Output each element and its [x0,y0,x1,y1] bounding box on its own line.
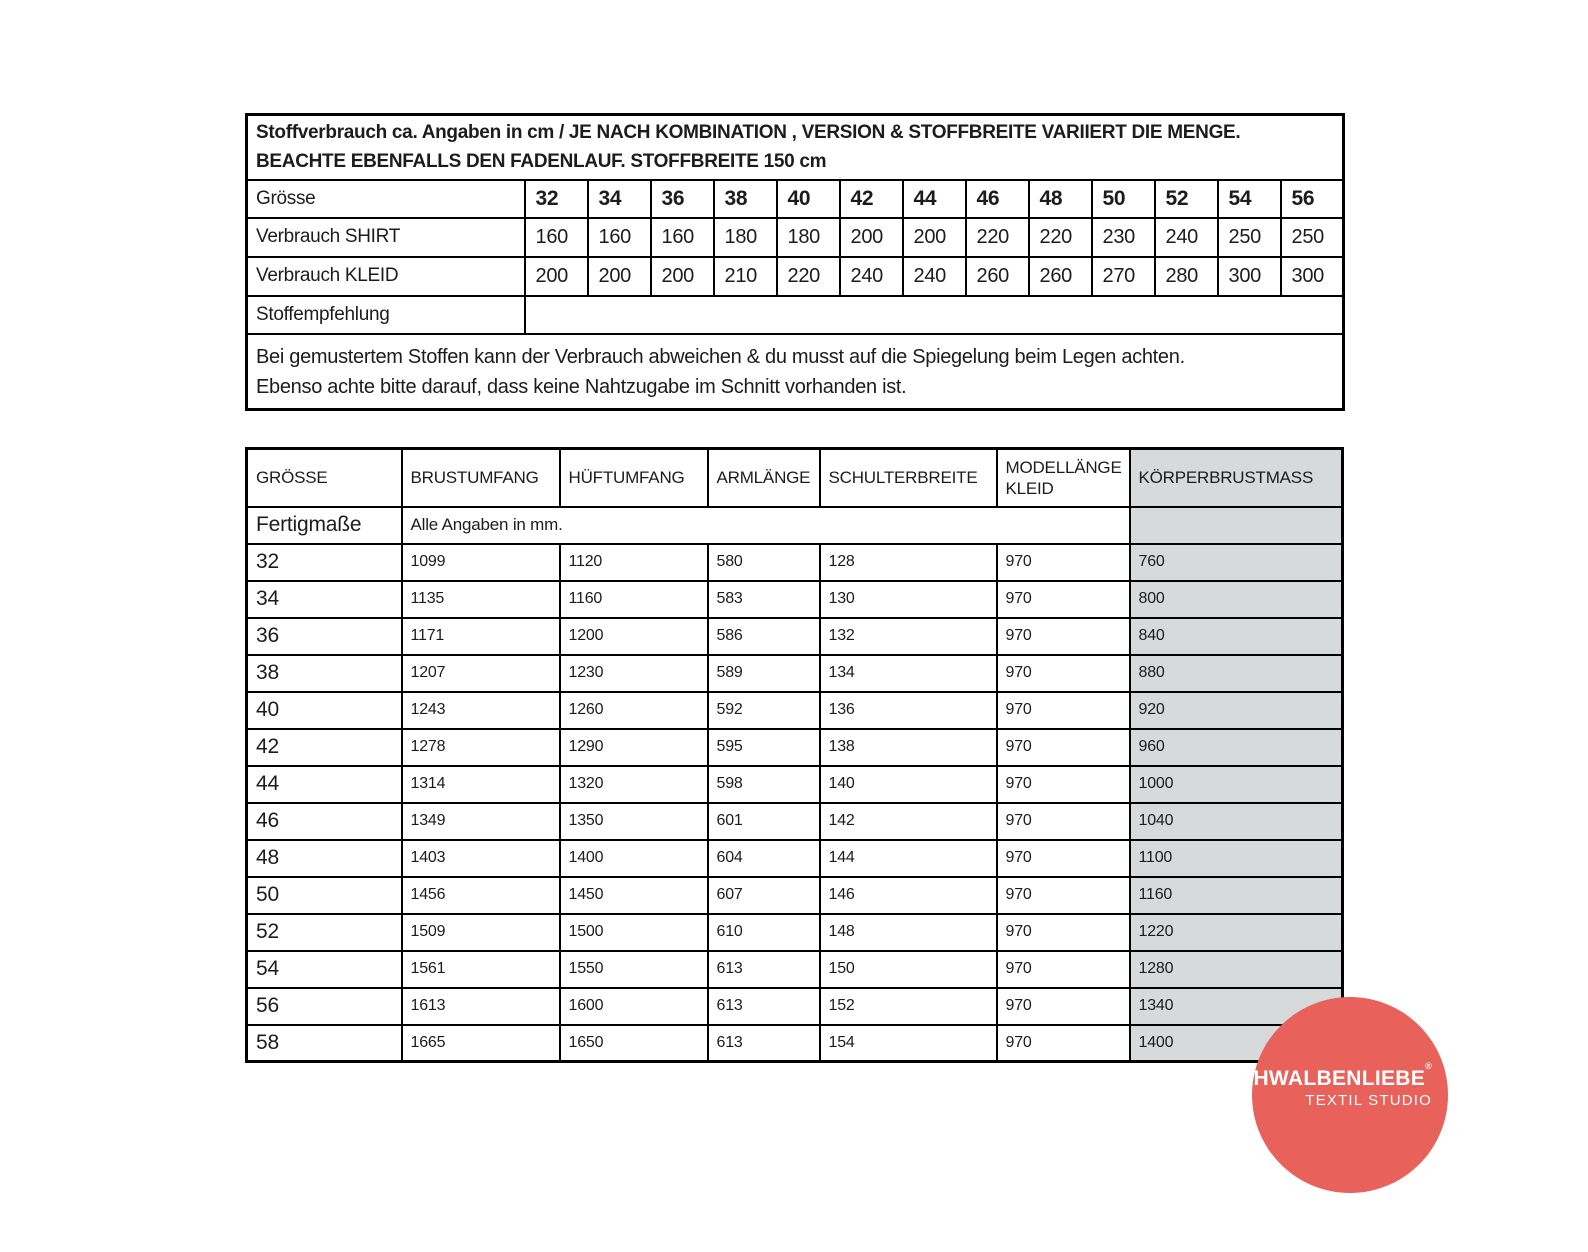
fabric-table-note [247,334,1344,410]
shirt-row-label: Verbrauch SHIRT [247,218,525,257]
measurement-value-cell: 1456 [402,877,560,914]
measurement-value-cell: 1613 [402,988,560,1025]
size-header-cell: 48 [1029,180,1092,218]
shirt-value-cell: 180 [777,218,840,257]
measurement-value-cell: 154 [820,1025,997,1062]
measurement-value-cell: 1400 [1130,1025,1343,1062]
kleid-value-cell: 270 [1092,257,1155,296]
size-header-cell: 54 [1218,180,1281,218]
brand-name-text: SCHWALBENLIEBE [1223,1067,1426,1090]
measurement-size-cell: 36 [247,618,402,655]
shirt-value-cell: 160 [651,218,714,257]
measurement-value-cell: 1314 [402,766,560,803]
fabric-note-row [247,334,1344,410]
shirt-value-cell: 220 [1029,218,1092,257]
kleid-value-cell: 200 [651,257,714,296]
measurement-value-cell: 920 [1130,692,1343,729]
measurement-value-cell: 970 [997,840,1130,877]
size-header-cell: 42 [840,180,903,218]
measurement-value-cell: 1160 [560,581,708,618]
shirt-value-cell: 160 [588,218,651,257]
measurement-size-cell: 48 [247,840,402,877]
measurement-value-cell: 1500 [560,914,708,951]
measurement-value-cell: 1171 [402,618,560,655]
measurement-value-cell: 760 [1130,544,1343,581]
measurement-value-cell: 128 [820,544,997,581]
kleid-value-cell: 300 [1281,257,1344,296]
measurements-column-header: KÖRPERBRUSTMASS [1130,449,1343,507]
size-header-cell: 32 [525,180,588,218]
kleid-value-cell: 200 [588,257,651,296]
measurement-size-cell: 32 [247,544,402,581]
size-header-cell: 56 [1281,180,1344,218]
measurement-value-cell: 1243 [402,692,560,729]
size-row-label: Grösse [247,180,525,218]
measurements-column-header: GRÖSSE [247,449,402,507]
measurements-table-row [247,951,1343,988]
shirt-value-cell: 160 [525,218,588,257]
fabric-table-title [247,115,1344,180]
measurement-value-cell: 1200 [560,618,708,655]
measurement-value-cell: 970 [997,618,1130,655]
measurement-value-cell: 142 [820,803,997,840]
fabric-note-line2: Ebenso achte bitte darauf, dass keine Nahtzugabe im Schnitt vorhanden ist. [256,375,907,398]
measurement-value-cell: 970 [997,914,1130,951]
brand-subtitle: TEXTIL STUDIO [1305,1092,1432,1109]
fabric-shirt-row [247,218,1344,257]
measurement-value-cell: 130 [820,581,997,618]
measurement-size-cell: 54 [247,951,402,988]
measurement-value-cell: 970 [997,803,1130,840]
measurement-value-cell: 970 [997,729,1130,766]
measurement-value-cell: 1450 [560,877,708,914]
fabric-note-line1: Bei gemustertem Stoffen kann der Verbrauch abweichen & du musst auf die Spiegelung beim Legen achten. [256,345,1185,368]
measurement-value-cell: 1403 [402,840,560,877]
measurement-value-cell: 1000 [1130,766,1343,803]
brand-logo [1223,997,1448,1193]
measurement-value-cell: 598 [708,766,820,803]
measurement-value-cell: 970 [997,655,1130,692]
size-header-cell: 34 [588,180,651,218]
measurement-value-cell: 1040 [1130,803,1343,840]
measurements-column-header: HÜFTUMFANG [560,449,708,507]
measurements-column-header: SCHULTERBREITE [820,449,997,507]
measurement-value-cell: 586 [708,618,820,655]
measurement-value-cell: 613 [708,988,820,1025]
measurement-value-cell: 148 [820,914,997,951]
fabric-kleid-row [247,257,1344,296]
measurement-size-cell: 50 [247,877,402,914]
measurement-value-cell: 1278 [402,729,560,766]
fabric-title-row [247,115,1344,180]
measurement-value-cell: 607 [708,877,820,914]
fabric-size-row [247,180,1344,218]
measurement-value-cell: 610 [708,914,820,951]
subheader-note: Alle Angaben in mm. [402,507,1130,544]
measurement-value-cell: 583 [708,581,820,618]
measurement-value-cell: 1100 [1130,840,1343,877]
shirt-value-cell: 200 [903,218,966,257]
fabric-title-line2: BEACHTE EBENFALLS DEN FADENLAUF. STOFFBREITE 150 cm [256,151,827,173]
shirt-value-cell: 250 [1281,218,1344,257]
measurement-value-cell: 970 [997,766,1130,803]
measurement-value-cell: 580 [708,544,820,581]
measurement-value-cell: 970 [997,544,1130,581]
measurement-value-cell: 613 [708,951,820,988]
measurement-size-cell: 46 [247,803,402,840]
shirt-value-cell: 250 [1218,218,1281,257]
kleid-value-cell: 260 [966,257,1029,296]
measurement-value-cell: 1230 [560,655,708,692]
kleid-value-cell: 220 [777,257,840,296]
shirt-value-cell: 240 [1155,218,1218,257]
size-header-cell: 46 [966,180,1029,218]
measurements-column-header: ARMLÄNGE [708,449,820,507]
measurements-table-row [247,766,1343,803]
measurements-table-row [247,1025,1343,1062]
measurement-value-cell: 970 [997,877,1130,914]
size-header-cell: 52 [1155,180,1218,218]
registered-mark: ® [1425,1061,1432,1071]
measurement-value-cell: 970 [997,988,1130,1025]
measurements-table-row [247,803,1343,840]
measurement-value-cell: 589 [708,655,820,692]
kleid-value-cell: 280 [1155,257,1218,296]
measurement-size-cell: 38 [247,655,402,692]
measurements-table-row [247,729,1343,766]
measurement-value-cell: 1207 [402,655,560,692]
measurement-value-cell: 1600 [560,988,708,1025]
measurement-value-cell: 1280 [1130,951,1343,988]
measurements-table-row [247,988,1343,1025]
measurement-value-cell: 960 [1130,729,1343,766]
fabric-recommendation-row [247,296,1344,334]
size-header-cell: 44 [903,180,966,218]
measurement-value-cell: 132 [820,618,997,655]
measurement-size-cell: 58 [247,1025,402,1062]
measurements-table-row [247,581,1343,618]
measurement-value-cell: 1561 [402,951,560,988]
brand-logo-text [1223,1061,1432,1109]
measurement-value-cell: 1120 [560,544,708,581]
recommendation-row-label: Stoffempfehlung [247,296,525,334]
size-header-cell: 50 [1092,180,1155,218]
measurements-column-header: MODELLÄNGE KLEID [997,449,1130,507]
measurement-size-cell: 44 [247,766,402,803]
measurement-value-cell: 1099 [402,544,560,581]
measurement-value-cell: 592 [708,692,820,729]
kleid-value-cell: 240 [903,257,966,296]
measurements-table-row [247,655,1343,692]
kleid-value-cell: 260 [1029,257,1092,296]
measurements-table-row [247,877,1343,914]
kleid-value-cell: 210 [714,257,777,296]
fabric-title-line1: Stoffverbrauch ca. Angaben in cm / JE NACH KOMBINATION , VERSION & STOFFBREITE VARIIERT DIE MENGE. [256,122,1241,143]
measurement-value-cell: 840 [1130,618,1343,655]
measurement-value-cell: 1340 [1130,988,1343,1025]
measurement-value-cell: 880 [1130,655,1343,692]
measurement-value-cell: 1350 [560,803,708,840]
measurement-value-cell: 140 [820,766,997,803]
measurement-value-cell: 1260 [560,692,708,729]
measurement-value-cell: 1400 [560,840,708,877]
brand-name [1223,1061,1432,1091]
measurements-column-header: BRUSTUMFANG [402,449,560,507]
kleid-value-cell: 240 [840,257,903,296]
measurements-subheader-row [247,507,1343,544]
measurement-value-cell: 970 [997,1025,1130,1062]
measurement-value-cell: 1650 [560,1025,708,1062]
shirt-value-cell: 220 [966,218,1029,257]
measurement-size-cell: 56 [247,988,402,1025]
measurement-value-cell: 595 [708,729,820,766]
measurement-value-cell: 150 [820,951,997,988]
measurement-value-cell: 1135 [402,581,560,618]
measurement-value-cell: 144 [820,840,997,877]
measurement-value-cell: 146 [820,877,997,914]
measurement-size-cell: 42 [247,729,402,766]
measurements-table [245,447,1344,1063]
measurement-value-cell: 1290 [560,729,708,766]
size-header-cell: 38 [714,180,777,218]
measurements-table-row [247,692,1343,729]
measurements-table-row [247,840,1343,877]
measurement-value-cell: 1220 [1130,914,1343,951]
kleid-value-cell: 300 [1218,257,1281,296]
size-header-cell: 40 [777,180,840,218]
measurements-header-row [247,449,1343,507]
measurement-size-cell: 52 [247,914,402,951]
measurement-value-cell: 1160 [1130,877,1343,914]
shirt-value-cell: 200 [840,218,903,257]
measurement-value-cell: 1550 [560,951,708,988]
shirt-value-cell: 180 [714,218,777,257]
measurement-size-cell: 40 [247,692,402,729]
measurement-value-cell: 1509 [402,914,560,951]
kleid-row-label: Verbrauch KLEID [247,257,525,296]
size-header-cell: 36 [651,180,714,218]
measurement-value-cell: 604 [708,840,820,877]
measurement-value-cell: 1665 [402,1025,560,1062]
measurements-table-row [247,618,1343,655]
measurement-value-cell: 1349 [402,803,560,840]
measurement-value-cell: 613 [708,1025,820,1062]
measurement-value-cell: 136 [820,692,997,729]
fabric-consumption-table [245,113,1345,411]
measurement-value-cell: 970 [997,581,1130,618]
measurements-table-row [247,544,1343,581]
subheader-empty-gray-cell [1130,507,1343,544]
measurement-value-cell: 970 [997,951,1130,988]
measurement-value-cell: 1320 [560,766,708,803]
shirt-value-cell: 230 [1092,218,1155,257]
measurement-value-cell: 138 [820,729,997,766]
measurement-size-cell: 34 [247,581,402,618]
measurement-value-cell: 970 [997,692,1130,729]
subheader-label: Fertigmaße [247,507,402,544]
measurements-table-row [247,914,1343,951]
kleid-value-cell: 200 [525,257,588,296]
recommendation-row-empty-cell [525,296,1344,334]
measurement-value-cell: 601 [708,803,820,840]
measurement-value-cell: 800 [1130,581,1343,618]
measurement-value-cell: 134 [820,655,997,692]
measurement-value-cell: 152 [820,988,997,1025]
